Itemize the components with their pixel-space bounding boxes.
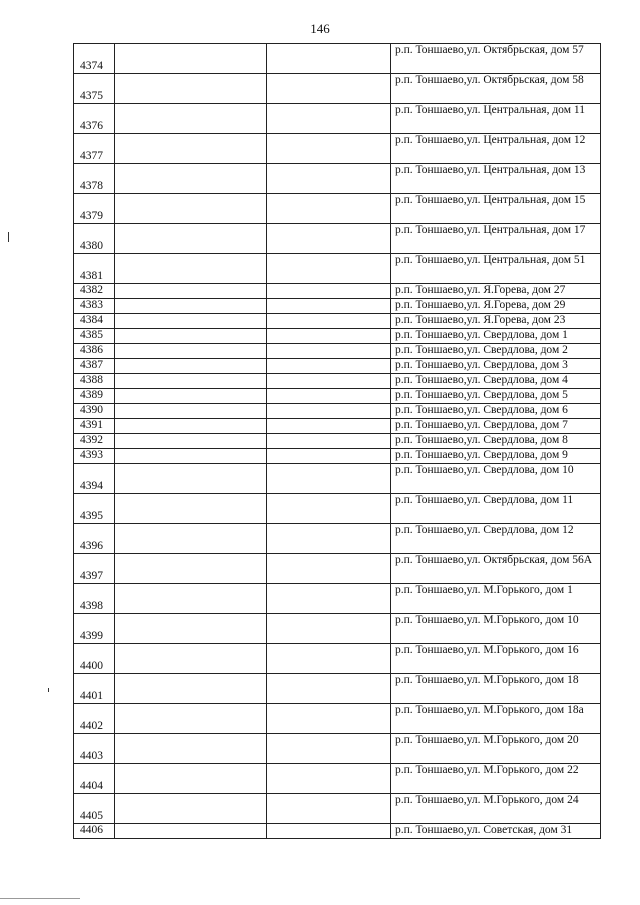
table-row xyxy=(74,104,601,134)
address-cell: р.п. Тоншаево,ул. Октябрьская, дом 58 xyxy=(391,74,601,104)
empty-cell xyxy=(267,314,391,329)
row-number: 4385 xyxy=(74,329,115,344)
address-cell: р.п. Тоншаево,ул. Центральная, дом 17 xyxy=(391,224,601,254)
table-row xyxy=(74,44,601,74)
scan-bottom-line xyxy=(0,898,80,899)
row-number: 4400 xyxy=(74,644,115,674)
empty-cell xyxy=(115,704,267,734)
empty-cell xyxy=(267,74,391,104)
table-row xyxy=(74,314,601,329)
row-number: 4395 xyxy=(74,494,115,524)
empty-cell xyxy=(115,419,267,434)
address-cell: р.п. Тоншаево,ул. Свердлова, дом 6 xyxy=(391,404,601,419)
row-number: 4398 xyxy=(74,584,115,614)
table-row xyxy=(74,464,601,494)
empty-cell xyxy=(115,44,267,74)
row-number: 4382 xyxy=(74,284,115,299)
table-row xyxy=(74,494,601,524)
empty-cell xyxy=(115,734,267,764)
empty-cell xyxy=(267,494,391,524)
table-row xyxy=(74,404,601,419)
empty-cell xyxy=(267,794,391,824)
empty-cell xyxy=(267,554,391,584)
empty-cell xyxy=(267,734,391,764)
address-cell: р.п. Тоншаево,ул. М.Горького, дом 22 xyxy=(391,764,601,794)
row-number: 4392 xyxy=(74,434,115,449)
table-row xyxy=(74,254,601,284)
empty-cell xyxy=(267,44,391,74)
empty-cell xyxy=(267,359,391,374)
address-cell: р.п. Тоншаево,ул. Свердлова, дом 11 xyxy=(391,494,601,524)
row-number: 4374 xyxy=(74,44,115,74)
row-number: 4396 xyxy=(74,524,115,554)
address-cell: р.п. Тоншаево,ул. Свердлова, дом 5 xyxy=(391,389,601,404)
table-row xyxy=(74,344,601,359)
row-number: 4376 xyxy=(74,104,115,134)
empty-cell xyxy=(115,674,267,704)
row-number: 4402 xyxy=(74,704,115,734)
empty-cell xyxy=(267,134,391,164)
empty-cell xyxy=(267,164,391,194)
address-cell: р.п. Тоншаево,ул. Октябрьская, дом 57 xyxy=(391,44,601,74)
table-row xyxy=(74,524,601,554)
empty-cell xyxy=(267,344,391,359)
table-row xyxy=(74,554,601,584)
table-row xyxy=(74,224,601,254)
address-registry-table xyxy=(73,43,601,839)
address-cell: р.п. Тоншаево,ул. Октябрьская, дом 56А xyxy=(391,554,601,584)
row-number: 4403 xyxy=(74,734,115,764)
table-row xyxy=(74,764,601,794)
empty-cell xyxy=(267,614,391,644)
row-number: 4393 xyxy=(74,449,115,464)
address-cell: р.п. Тоншаево,ул. Свердлова, дом 4 xyxy=(391,374,601,389)
empty-cell xyxy=(267,584,391,614)
address-cell: р.п. Тоншаево,ул. Я.Горева, дом 23 xyxy=(391,314,601,329)
table-row xyxy=(74,644,601,674)
empty-cell xyxy=(115,524,267,554)
row-number: 4394 xyxy=(74,464,115,494)
empty-cell xyxy=(115,359,267,374)
empty-cell xyxy=(267,329,391,344)
empty-cell xyxy=(267,194,391,224)
empty-cell xyxy=(267,374,391,389)
scan-mark xyxy=(48,688,49,692)
address-cell: р.п. Тоншаево,ул. М.Горького, дом 24 xyxy=(391,794,601,824)
table-row xyxy=(74,734,601,764)
table-row xyxy=(74,284,601,299)
table-row xyxy=(74,434,601,449)
row-number: 4384 xyxy=(74,314,115,329)
address-cell: р.п. Тоншаево,ул. М.Горького, дом 1 xyxy=(391,584,601,614)
address-cell: р.п. Тоншаево,ул. Советская, дом 31 xyxy=(391,824,601,839)
address-cell: р.п. Тоншаево,ул. Свердлова, дом 8 xyxy=(391,434,601,449)
empty-cell xyxy=(115,299,267,314)
empty-cell xyxy=(267,674,391,704)
empty-cell xyxy=(267,824,391,839)
table-row xyxy=(74,194,601,224)
row-number: 4379 xyxy=(74,194,115,224)
table-row xyxy=(74,329,601,344)
address-cell: р.п. Тоншаево,ул. Свердлова, дом 7 xyxy=(391,419,601,434)
row-number: 4397 xyxy=(74,554,115,584)
table-row xyxy=(74,359,601,374)
empty-cell xyxy=(267,389,391,404)
address-cell: р.п. Тоншаево,ул. Я.Горева, дом 29 xyxy=(391,299,601,314)
row-number: 4377 xyxy=(74,134,115,164)
empty-cell xyxy=(115,329,267,344)
address-cell: р.п. Тоншаево,ул. Свердлова, дом 9 xyxy=(391,449,601,464)
empty-cell xyxy=(115,104,267,134)
address-cell: р.п. Тоншаево,ул. Я.Горева, дом 27 xyxy=(391,284,601,299)
empty-cell xyxy=(267,284,391,299)
empty-cell xyxy=(115,644,267,674)
address-cell: р.п. Тоншаево,ул. Центральная, дом 13 xyxy=(391,164,601,194)
table-row xyxy=(74,299,601,314)
empty-cell xyxy=(115,494,267,524)
empty-cell xyxy=(115,74,267,104)
empty-cell xyxy=(115,404,267,419)
row-number: 4378 xyxy=(74,164,115,194)
empty-cell xyxy=(115,464,267,494)
empty-cell xyxy=(267,704,391,734)
empty-cell xyxy=(267,434,391,449)
empty-cell xyxy=(115,554,267,584)
empty-cell xyxy=(115,614,267,644)
row-number: 4387 xyxy=(74,359,115,374)
empty-cell xyxy=(115,344,267,359)
empty-cell xyxy=(115,764,267,794)
empty-cell xyxy=(115,224,267,254)
address-cell: р.п. Тоншаево,ул. Свердлова, дом 12 xyxy=(391,524,601,554)
empty-cell xyxy=(267,299,391,314)
row-number: 4391 xyxy=(74,419,115,434)
empty-cell xyxy=(115,254,267,284)
empty-cell xyxy=(115,164,267,194)
address-cell: р.п. Тоншаево,ул. Свердлова, дом 2 xyxy=(391,344,601,359)
table-row xyxy=(74,704,601,734)
row-number: 4381 xyxy=(74,254,115,284)
table-row xyxy=(74,374,601,389)
table-row xyxy=(74,449,601,464)
address-cell: р.п. Тоншаево,ул. М.Горького, дом 18а xyxy=(391,704,601,734)
address-cell: р.п. Тоншаево,ул. Свердлова, дом 3 xyxy=(391,359,601,374)
address-cell: р.п. Тоншаево,ул. Свердлова, дом 10 xyxy=(391,464,601,494)
table-row xyxy=(74,794,601,824)
row-number: 4375 xyxy=(74,74,115,104)
page-number: 146 xyxy=(310,21,330,36)
empty-cell xyxy=(267,764,391,794)
row-number: 4388 xyxy=(74,374,115,389)
empty-cell xyxy=(267,644,391,674)
empty-cell xyxy=(115,284,267,299)
empty-cell xyxy=(267,524,391,554)
empty-cell xyxy=(115,794,267,824)
address-cell: р.п. Тоншаево,ул. Центральная, дом 12 xyxy=(391,134,601,164)
address-cell: р.п. Тоншаево,ул. Свердлова, дом 1 xyxy=(391,329,601,344)
row-number: 4383 xyxy=(74,299,115,314)
row-number: 4390 xyxy=(74,404,115,419)
address-cell: р.п. Тоншаево,ул. Центральная, дом 11 xyxy=(391,104,601,134)
row-number: 4405 xyxy=(74,794,115,824)
address-cell: р.п. Тоншаево,ул. Центральная, дом 15 xyxy=(391,194,601,224)
empty-cell xyxy=(267,254,391,284)
address-cell: р.п. Тоншаево,ул. М.Горького, дом 10 xyxy=(391,614,601,644)
empty-cell xyxy=(115,194,267,224)
empty-cell xyxy=(267,104,391,134)
table-row xyxy=(74,674,601,704)
empty-cell xyxy=(267,419,391,434)
empty-cell xyxy=(115,824,267,839)
table-row xyxy=(74,389,601,404)
empty-cell xyxy=(267,449,391,464)
empty-cell xyxy=(115,134,267,164)
table-row xyxy=(74,134,601,164)
row-number: 4380 xyxy=(74,224,115,254)
empty-cell xyxy=(115,374,267,389)
empty-cell xyxy=(267,224,391,254)
row-number: 4406 xyxy=(74,824,115,839)
row-number: 4389 xyxy=(74,389,115,404)
address-cell: р.п. Тоншаево,ул. М.Горького, дом 20 xyxy=(391,734,601,764)
address-cell: р.п. Тоншаево,ул. Центральная, дом 51 xyxy=(391,254,601,284)
empty-cell xyxy=(115,584,267,614)
row-number: 4401 xyxy=(74,674,115,704)
table-row xyxy=(74,164,601,194)
empty-cell xyxy=(115,449,267,464)
empty-cell xyxy=(267,404,391,419)
table-row xyxy=(74,419,601,434)
row-number: 4404 xyxy=(74,764,115,794)
table-row xyxy=(74,824,601,839)
table-row xyxy=(74,614,601,644)
row-number: 4399 xyxy=(74,614,115,644)
empty-cell xyxy=(267,464,391,494)
address-cell: р.п. Тоншаево,ул. М.Горького, дом 16 xyxy=(391,644,601,674)
row-number: 4386 xyxy=(74,344,115,359)
table-row xyxy=(74,584,601,614)
address-cell: р.п. Тоншаево,ул. М.Горького, дом 18 xyxy=(391,674,601,704)
empty-cell xyxy=(115,314,267,329)
registry-body xyxy=(74,44,601,839)
empty-cell xyxy=(115,389,267,404)
table-row xyxy=(74,74,601,104)
scan-mark xyxy=(8,232,9,242)
empty-cell xyxy=(115,434,267,449)
